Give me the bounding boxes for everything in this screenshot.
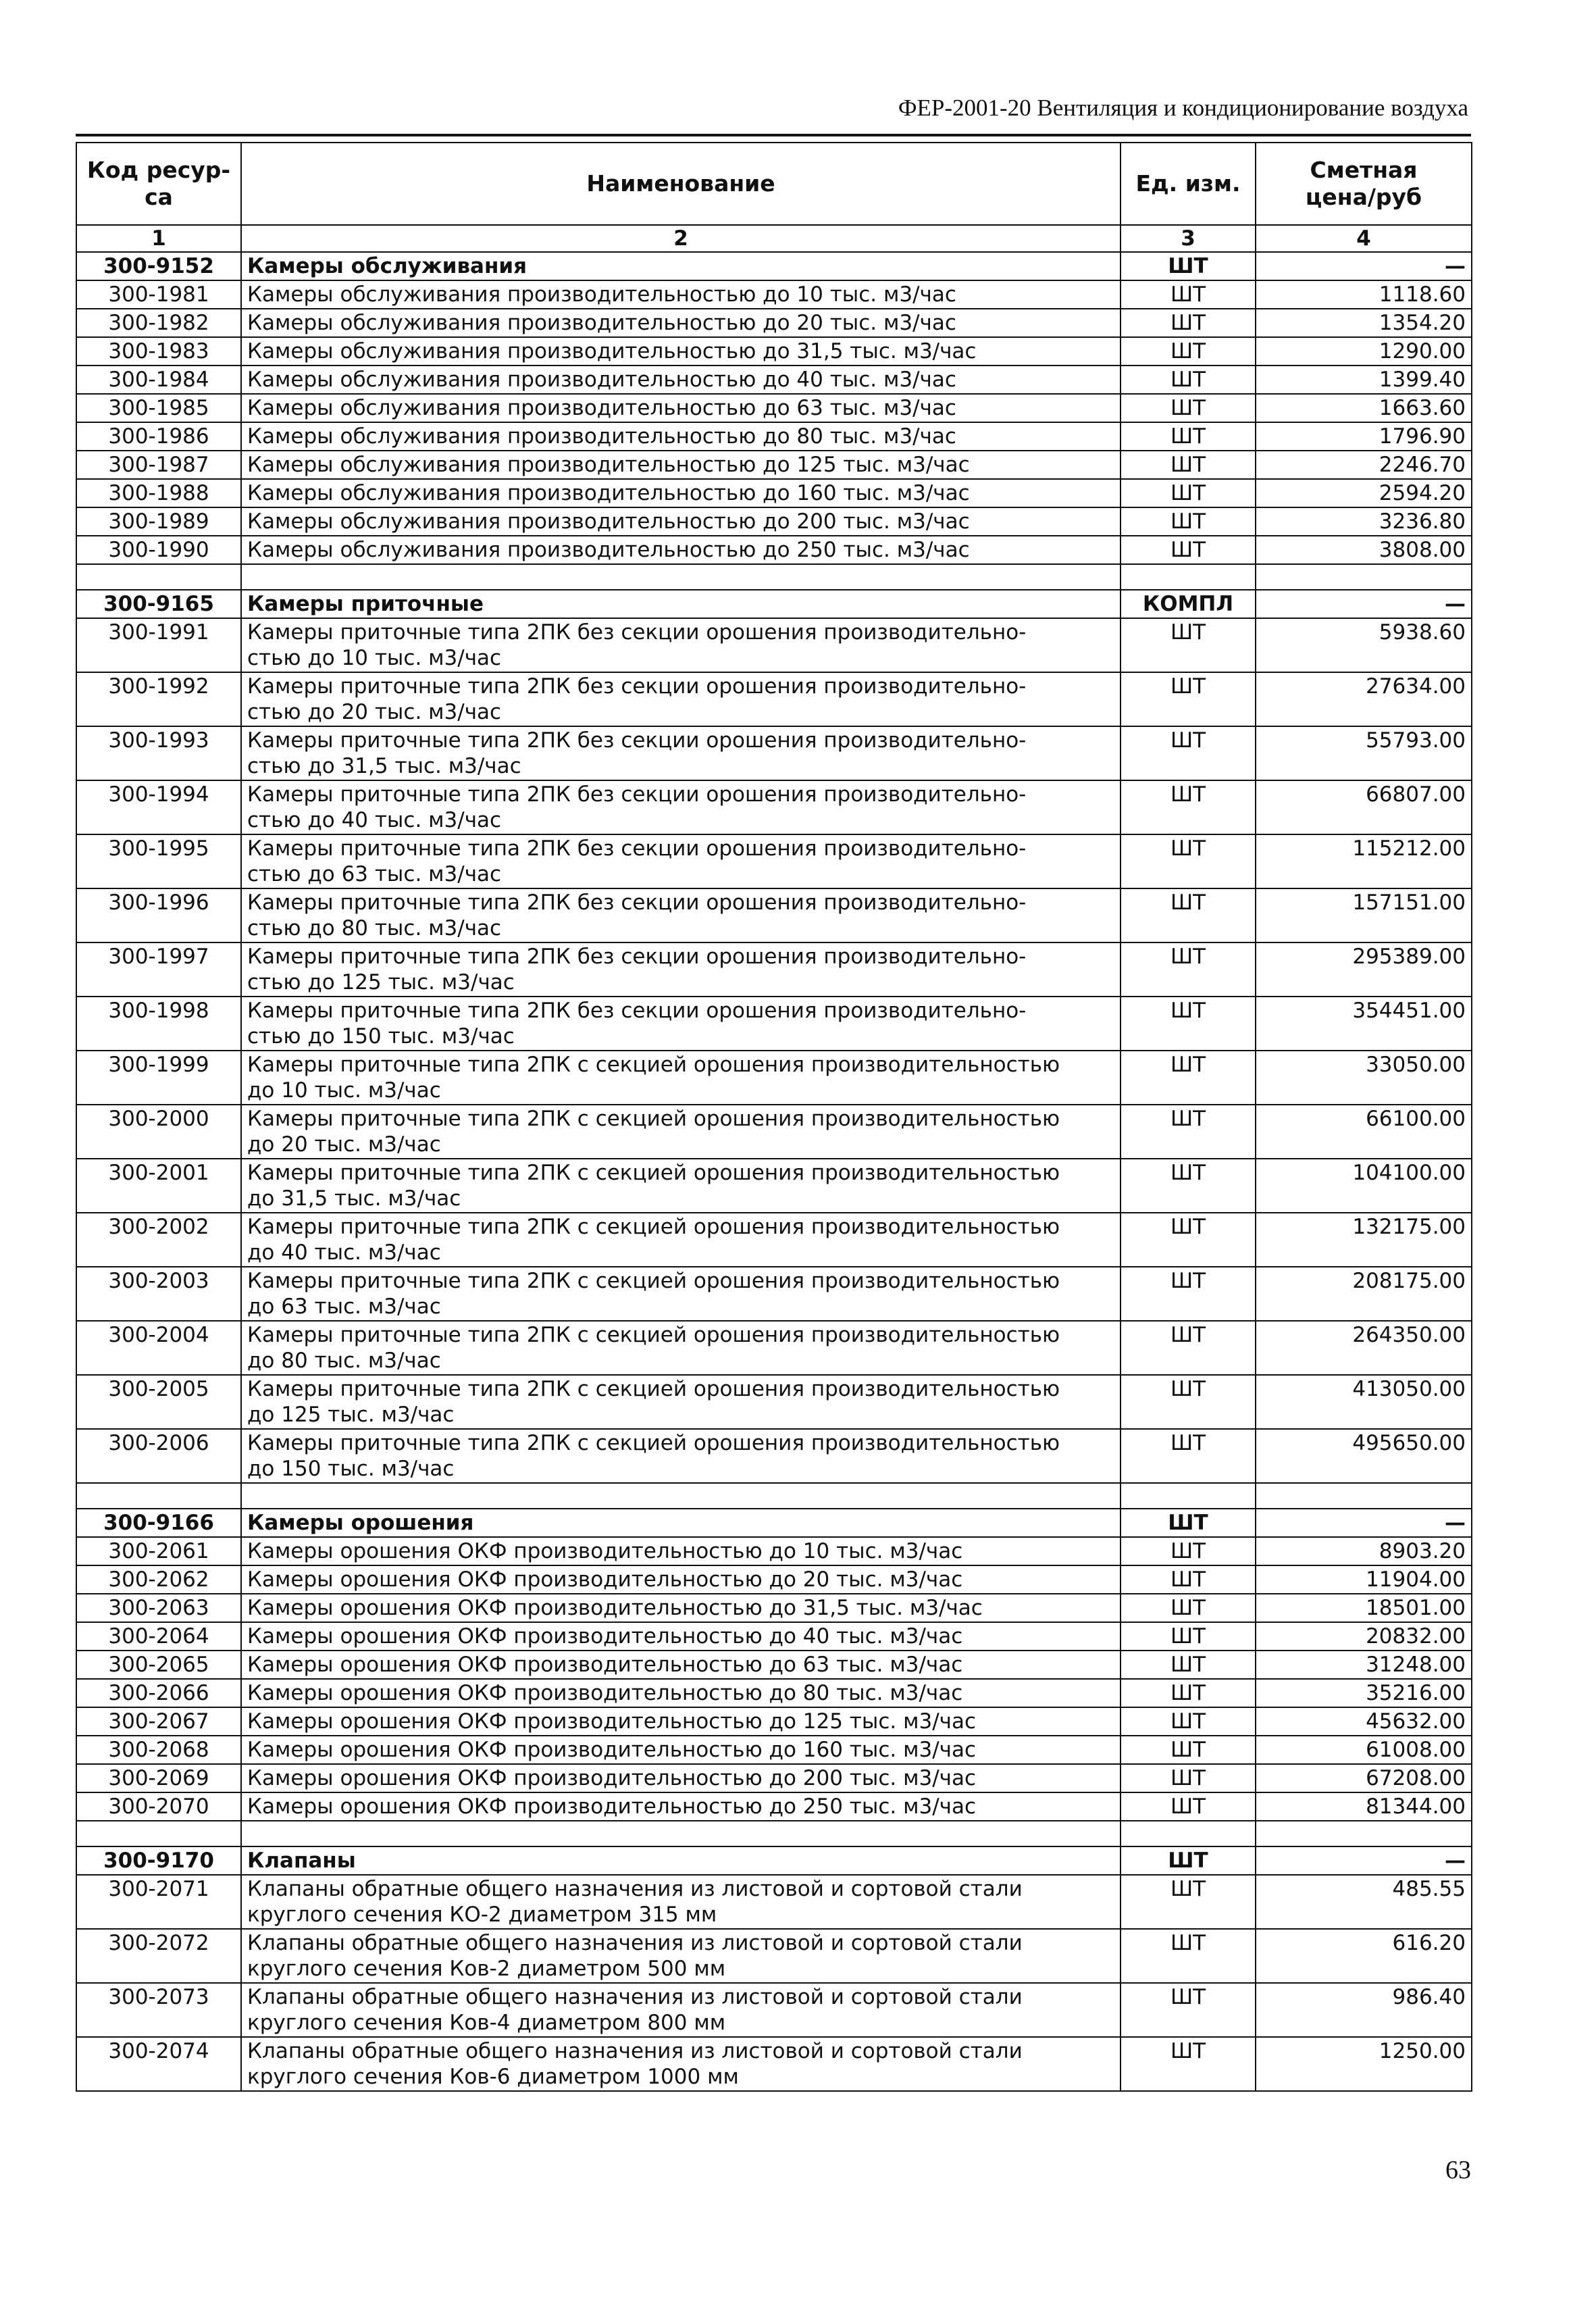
price-cell: 413050.00 <box>1256 1375 1472 1429</box>
table-row <box>76 1929 1472 1983</box>
name-cell: Камеры приточные типа 2ПК с секцией орошения производительностью до 125 тыс. м3/час <box>241 1375 1121 1429</box>
unit-cell: ШТ <box>1121 1736 1256 1764</box>
price-cell: 2246.70 <box>1256 451 1472 479</box>
unit-cell: ШТ <box>1121 1983 1256 2037</box>
price-cell: 115212.00 <box>1256 834 1472 888</box>
unit-cell: ШТ <box>1121 1375 1256 1429</box>
table-row <box>76 672 1472 726</box>
code-cell: 300-2074 <box>76 2037 241 2091</box>
price-cell: 35216.00 <box>1256 1679 1472 1707</box>
group-row <box>76 1846 1472 1875</box>
price-cell: 67208.00 <box>1256 1764 1472 1792</box>
column-header-name: Наименование <box>241 143 1121 225</box>
price-cell: 8903.20 <box>1256 1537 1472 1565</box>
code-cell: 300-1991 <box>76 618 241 672</box>
price-cell: 208175.00 <box>1256 1267 1472 1321</box>
name-cell: Камеры приточные типа 2ПК с секцией орошения производительностью до 63 тыс. м3/час <box>241 1267 1121 1321</box>
spacer-cell <box>1121 564 1256 590</box>
table-row <box>76 780 1472 834</box>
unit-cell: ШТ <box>1121 1267 1256 1321</box>
price-cell: 66807.00 <box>1256 780 1472 834</box>
unit-cell: ШТ <box>1121 780 1256 834</box>
unit-cell: КОМПЛ <box>1121 590 1256 618</box>
unit-cell: ШТ <box>1121 1929 1256 1983</box>
name-cell: Камеры обслуживания производительностью до 80 тыс. м3/час <box>241 422 1121 451</box>
unit-cell: ШТ <box>1121 618 1256 672</box>
table-row <box>76 1792 1472 1821</box>
code-cell: 300-1983 <box>76 337 241 366</box>
unit-cell: ШТ <box>1121 1509 1256 1537</box>
name-cell: Камеры приточные типа 2ПК без секции орошения производительно- стью до 150 тыс. м3/час <box>241 997 1121 1051</box>
code-cell: 300-9152 <box>76 252 241 280</box>
code-cell: 300-1993 <box>76 726 241 780</box>
column-number: 4 <box>1256 225 1472 252</box>
name-cell: Камеры приточные типа 2ПК без секции орошения производительно- стью до 20 тыс. м3/час <box>241 672 1121 726</box>
unit-cell: ШТ <box>1121 888 1256 942</box>
spacer-cell <box>1121 1483 1256 1509</box>
code-cell: 300-9165 <box>76 590 241 618</box>
price-cell: 1663.60 <box>1256 394 1472 422</box>
code-cell: 300-2001 <box>76 1159 241 1213</box>
spacer-cell <box>76 564 241 590</box>
name-cell: Камеры орошения ОКФ производительностью до 31,5 тыс. м3/час <box>241 1594 1121 1622</box>
table-row <box>76 1736 1472 1764</box>
table-row <box>76 834 1472 888</box>
code-cell: 300-2002 <box>76 1213 241 1267</box>
code-cell: 300-2070 <box>76 1792 241 1821</box>
name-cell: Камеры обслуживания производительностью до 20 тыс. м3/час <box>241 309 1121 337</box>
unit-cell: ШТ <box>1121 1213 1256 1267</box>
price-cell: 264350.00 <box>1256 1321 1472 1375</box>
code-cell: 300-1986 <box>76 422 241 451</box>
spacer-cell <box>76 1821 241 1846</box>
running-header: ФЕР-2001-20 Вентиляция и кондиционирование воздуха <box>898 95 1468 121</box>
spacer-cell <box>1121 1821 1256 1846</box>
unit-cell: ШТ <box>1121 1764 1256 1792</box>
unit-cell: ШТ <box>1121 252 1256 280</box>
code-cell: 300-2071 <box>76 1875 241 1929</box>
table-row <box>76 337 1472 366</box>
table-row <box>76 1983 1472 2037</box>
name-cell: Камеры приточные типа 2ПК без секции орошения производительно- стью до 125 тыс. м3/час <box>241 942 1121 997</box>
table-row <box>76 1764 1472 1792</box>
unit-cell: ШТ <box>1121 1051 1256 1105</box>
code-cell: 300-1994 <box>76 780 241 834</box>
name-cell: Камеры орошения ОКФ производительностью до 200 тыс. м3/час <box>241 1764 1121 1792</box>
table-row <box>76 2037 1472 2091</box>
code-cell: 300-9166 <box>76 1509 241 1537</box>
table-row <box>76 479 1472 507</box>
column-number: 1 <box>76 225 241 252</box>
table-body <box>76 252 1472 2091</box>
name-cell: Камеры приточные типа 2ПК с секцией орошения производительностью до 40 тыс. м3/час <box>241 1213 1121 1267</box>
table-row <box>76 536 1472 564</box>
table-row <box>76 1375 1472 1429</box>
column-number: 3 <box>1121 225 1256 252</box>
name-cell: Камеры приточные типа 2ПК без секции орошения производительно- стью до 40 тыс. м3/час <box>241 780 1121 834</box>
column-header-row <box>76 143 1472 225</box>
table-row <box>76 997 1472 1051</box>
price-cell: 3808.00 <box>1256 536 1472 564</box>
name-cell: Клапаны <box>241 1846 1121 1875</box>
name-cell: Клапаны обратные общего назначения из листовой и сортовой стали круглого сечения Ков-2 диаметром 500 мм <box>241 1929 1121 1983</box>
price-cell: 1354.20 <box>1256 309 1472 337</box>
unit-cell: ШТ <box>1121 536 1256 564</box>
unit-cell: ШТ <box>1121 422 1256 451</box>
price-cell: 104100.00 <box>1256 1159 1472 1213</box>
name-cell: Камеры приточные типа 2ПК без секции орошения производительно- стью до 10 тыс. м3/час <box>241 618 1121 672</box>
name-cell: Камеры обслуживания производительностью до 125 тыс. м3/час <box>241 451 1121 479</box>
table-row <box>76 1213 1472 1267</box>
price-cell: 354451.00 <box>1256 997 1472 1051</box>
name-cell: Камеры обслуживания производительностью до 160 тыс. м3/час <box>241 479 1121 507</box>
unit-cell: ШТ <box>1121 1651 1256 1679</box>
price-cell: 1290.00 <box>1256 337 1472 366</box>
unit-cell: ШТ <box>1121 726 1256 780</box>
code-cell: 300-2063 <box>76 1594 241 1622</box>
name-cell: Камеры орошения ОКФ производительностью до 250 тыс. м3/час <box>241 1792 1121 1821</box>
unit-cell: ШТ <box>1121 1565 1256 1594</box>
name-cell: Камеры орошения <box>241 1509 1121 1537</box>
name-cell: Камеры обслуживания производительностью до 10 тыс. м3/час <box>241 280 1121 309</box>
unit-cell: ШТ <box>1121 1622 1256 1651</box>
price-cell: 27634.00 <box>1256 672 1472 726</box>
table-row <box>76 1875 1472 1929</box>
code-cell: 300-2004 <box>76 1321 241 1375</box>
price-cell: 616.20 <box>1256 1929 1472 1983</box>
code-cell: 300-1998 <box>76 997 241 1051</box>
table-row <box>76 1267 1472 1321</box>
price-cell: 986.40 <box>1256 1983 1472 2037</box>
spacer-cell <box>241 1821 1121 1846</box>
table-row <box>76 1159 1472 1213</box>
table-row <box>76 422 1472 451</box>
price-cell: 5938.60 <box>1256 618 1472 672</box>
unit-cell: ШТ <box>1121 2037 1256 2091</box>
price-cell: 1250.00 <box>1256 2037 1472 2091</box>
table-row <box>76 1565 1472 1594</box>
price-cell: 132175.00 <box>1256 1213 1472 1267</box>
code-cell: 300-2005 <box>76 1375 241 1429</box>
group-row <box>76 1509 1472 1537</box>
name-cell: Камеры орошения ОКФ производительностью до 40 тыс. м3/час <box>241 1622 1121 1651</box>
price-cell: 495650.00 <box>1256 1429 1472 1483</box>
name-cell: Камеры орошения ОКФ производительностью до 80 тыс. м3/час <box>241 1679 1121 1707</box>
column-header-unit: Ед. изм. <box>1121 143 1256 225</box>
code-cell: 300-2003 <box>76 1267 241 1321</box>
name-cell: Камеры обслуживания производительностью до 200 тыс. м3/час <box>241 507 1121 536</box>
spacer-row <box>76 1821 1472 1846</box>
table-row <box>76 618 1472 672</box>
code-cell: 300-2062 <box>76 1565 241 1594</box>
code-cell: 300-1996 <box>76 888 241 942</box>
table-row <box>76 1537 1472 1565</box>
spacer-cell <box>1256 564 1472 590</box>
unit-cell: ШТ <box>1121 1594 1256 1622</box>
code-cell: 300-1982 <box>76 309 241 337</box>
name-cell: Камеры приточные типа 2ПК без секции орошения производительно- стью до 63 тыс. м3/час <box>241 834 1121 888</box>
price-cell: 66100.00 <box>1256 1105 1472 1159</box>
name-cell: Камеры орошения ОКФ производительностью до 125 тыс. м3/час <box>241 1707 1121 1736</box>
header-rule <box>76 134 1471 136</box>
name-cell: Камеры орошения ОКФ производительностью до 63 тыс. м3/час <box>241 1651 1121 1679</box>
price-cell: 1118.60 <box>1256 280 1472 309</box>
unit-cell: ШТ <box>1121 507 1256 536</box>
table-row <box>76 942 1472 997</box>
name-cell: Камеры приточные типа 2ПК без секции орошения производительно- стью до 80 тыс. м3/час <box>241 888 1121 942</box>
unit-cell: ШТ <box>1121 1792 1256 1821</box>
table-row <box>76 1321 1472 1375</box>
price-cell: 1399.40 <box>1256 366 1472 394</box>
spacer-row <box>76 1483 1472 1509</box>
name-cell: Камеры приточные типа 2ПК без секции орошения производительно- стью до 31,5 тыс. м3/час <box>241 726 1121 780</box>
code-cell: 300-1985 <box>76 394 241 422</box>
price-cell: 31248.00 <box>1256 1651 1472 1679</box>
code-cell: 300-2000 <box>76 1105 241 1159</box>
table-row <box>76 1622 1472 1651</box>
unit-cell: ШТ <box>1121 1707 1256 1736</box>
spacer-row <box>76 564 1472 590</box>
code-cell: 300-1992 <box>76 672 241 726</box>
code-cell: 300-2068 <box>76 1736 241 1764</box>
code-cell: 300-2066 <box>76 1679 241 1707</box>
code-cell: 300-1989 <box>76 507 241 536</box>
name-cell: Камеры обслуживания производительностью до 250 тыс. м3/час <box>241 536 1121 564</box>
price-cell: 1796.90 <box>1256 422 1472 451</box>
spacer-cell <box>76 1483 241 1509</box>
price-cell: 55793.00 <box>1256 726 1472 780</box>
price-cell: 18501.00 <box>1256 1594 1472 1622</box>
unit-cell: ШТ <box>1121 394 1256 422</box>
name-cell: Камеры приточные типа 2ПК с секцией орошения производительностью до 20 тыс. м3/час <box>241 1105 1121 1159</box>
price-cell: — <box>1256 1846 1472 1875</box>
table-row <box>76 1679 1472 1707</box>
unit-cell: ШТ <box>1121 1429 1256 1483</box>
code-cell: 300-1984 <box>76 366 241 394</box>
price-cell: 3236.80 <box>1256 507 1472 536</box>
spacer-cell <box>1256 1483 1472 1509</box>
table-row <box>76 451 1472 479</box>
name-cell: Камеры приточные типа 2ПК с секцией орошения производительностью до 80 тыс. м3/час <box>241 1321 1121 1375</box>
unit-cell: ШТ <box>1121 672 1256 726</box>
unit-cell: ШТ <box>1121 309 1256 337</box>
table-row <box>76 1651 1472 1679</box>
code-cell: 300-2061 <box>76 1537 241 1565</box>
table-row <box>76 1105 1472 1159</box>
code-cell: 300-2067 <box>76 1707 241 1736</box>
group-row <box>76 252 1472 280</box>
name-cell: Камеры приточные типа 2ПК с секцией орошения производительностью до 10 тыс. м3/час <box>241 1051 1121 1105</box>
price-cell: 61008.00 <box>1256 1736 1472 1764</box>
table-row <box>76 366 1472 394</box>
price-cell: 157151.00 <box>1256 888 1472 942</box>
code-cell: 300-1987 <box>76 451 241 479</box>
column-number-row <box>76 225 1472 252</box>
column-header-code: Код ресур- са <box>76 143 241 225</box>
spacer-cell <box>241 564 1121 590</box>
name-cell: Камеры обслуживания производительностью до 31,5 тыс. м3/час <box>241 337 1121 366</box>
name-cell: Клапаны обратные общего назначения из листовой и сортовой стали круглого сечения Ков-6 диаметром 1000 мм <box>241 2037 1121 2091</box>
name-cell: Камеры приточные типа 2ПК с секцией орошения производительностью до 31,5 тыс. м3/час <box>241 1159 1121 1213</box>
table-row <box>76 1707 1472 1736</box>
unit-cell: ШТ <box>1121 1321 1256 1375</box>
name-cell: Камеры орошения ОКФ производительностью до 20 тыс. м3/час <box>241 1565 1121 1594</box>
price-cell: 2594.20 <box>1256 479 1472 507</box>
table-row <box>76 309 1472 337</box>
code-cell: 300-2073 <box>76 1983 241 2037</box>
price-cell: 45632.00 <box>1256 1707 1472 1736</box>
name-cell: Камеры приточные <box>241 590 1121 618</box>
unit-cell: ШТ <box>1121 366 1256 394</box>
price-table <box>76 142 1472 2092</box>
name-cell: Камеры орошения ОКФ производительностью до 160 тыс. м3/час <box>241 1736 1121 1764</box>
unit-cell: ШТ <box>1121 280 1256 309</box>
name-cell: Камеры орошения ОКФ производительностью до 10 тыс. м3/час <box>241 1537 1121 1565</box>
table-row <box>76 1594 1472 1622</box>
table-row <box>76 394 1472 422</box>
unit-cell: ШТ <box>1121 1537 1256 1565</box>
unit-cell: ШТ <box>1121 997 1256 1051</box>
name-cell: Камеры обслуживания производительностью до 63 тыс. м3/час <box>241 394 1121 422</box>
price-cell: — <box>1256 252 1472 280</box>
table-row <box>76 1429 1472 1483</box>
unit-cell: ШТ <box>1121 337 1256 366</box>
unit-cell: ШТ <box>1121 1875 1256 1929</box>
code-cell: 300-2064 <box>76 1622 241 1651</box>
code-cell: 300-2069 <box>76 1764 241 1792</box>
code-cell: 300-1988 <box>76 479 241 507</box>
table-row <box>76 1051 1472 1105</box>
price-cell: 81344.00 <box>1256 1792 1472 1821</box>
code-cell: 300-1981 <box>76 280 241 309</box>
name-cell: Камеры обслуживания производительностью до 40 тыс. м3/час <box>241 366 1121 394</box>
price-cell: 485.55 <box>1256 1875 1472 1929</box>
code-cell: 300-2065 <box>76 1651 241 1679</box>
name-cell: Клапаны обратные общего назначения из листовой и сортовой стали круглого сечения КО-2 диаметром 315 мм <box>241 1875 1121 1929</box>
price-cell: 20832.00 <box>1256 1622 1472 1651</box>
name-cell: Камеры обслуживания <box>241 252 1121 280</box>
unit-cell: ШТ <box>1121 942 1256 997</box>
table-row <box>76 726 1472 780</box>
name-cell: Камеры приточные типа 2ПК с секцией орошения производительностью до 150 тыс. м3/час <box>241 1429 1121 1483</box>
price-cell: — <box>1256 1509 1472 1537</box>
price-cell: 33050.00 <box>1256 1051 1472 1105</box>
page-number: 63 <box>1445 2156 1471 2184</box>
price-cell: 11904.00 <box>1256 1565 1472 1594</box>
code-cell: 300-2072 <box>76 1929 241 1983</box>
price-cell: — <box>1256 590 1472 618</box>
table-row <box>76 888 1472 942</box>
code-cell: 300-1997 <box>76 942 241 997</box>
unit-cell: ШТ <box>1121 479 1256 507</box>
code-cell: 300-1990 <box>76 536 241 564</box>
table-row <box>76 280 1472 309</box>
table-row <box>76 507 1472 536</box>
unit-cell: ШТ <box>1121 1846 1256 1875</box>
price-cell: 295389.00 <box>1256 942 1472 997</box>
code-cell: 300-2006 <box>76 1429 241 1483</box>
unit-cell: ШТ <box>1121 1679 1256 1707</box>
unit-cell: ШТ <box>1121 834 1256 888</box>
unit-cell: ШТ <box>1121 1105 1256 1159</box>
name-cell: Клапаны обратные общего назначения из листовой и сортовой стали круглого сечения Ков-4 диаметром 800 мм <box>241 1983 1121 2037</box>
group-row <box>76 590 1472 618</box>
code-cell: 300-1995 <box>76 834 241 888</box>
column-number: 2 <box>241 225 1121 252</box>
column-header-price: Сметная цена/руб <box>1256 143 1472 225</box>
spacer-cell <box>1256 1821 1472 1846</box>
code-cell: 300-1999 <box>76 1051 241 1105</box>
code-cell: 300-9170 <box>76 1846 241 1875</box>
unit-cell: ШТ <box>1121 451 1256 479</box>
spacer-cell <box>241 1483 1121 1509</box>
unit-cell: ШТ <box>1121 1159 1256 1213</box>
